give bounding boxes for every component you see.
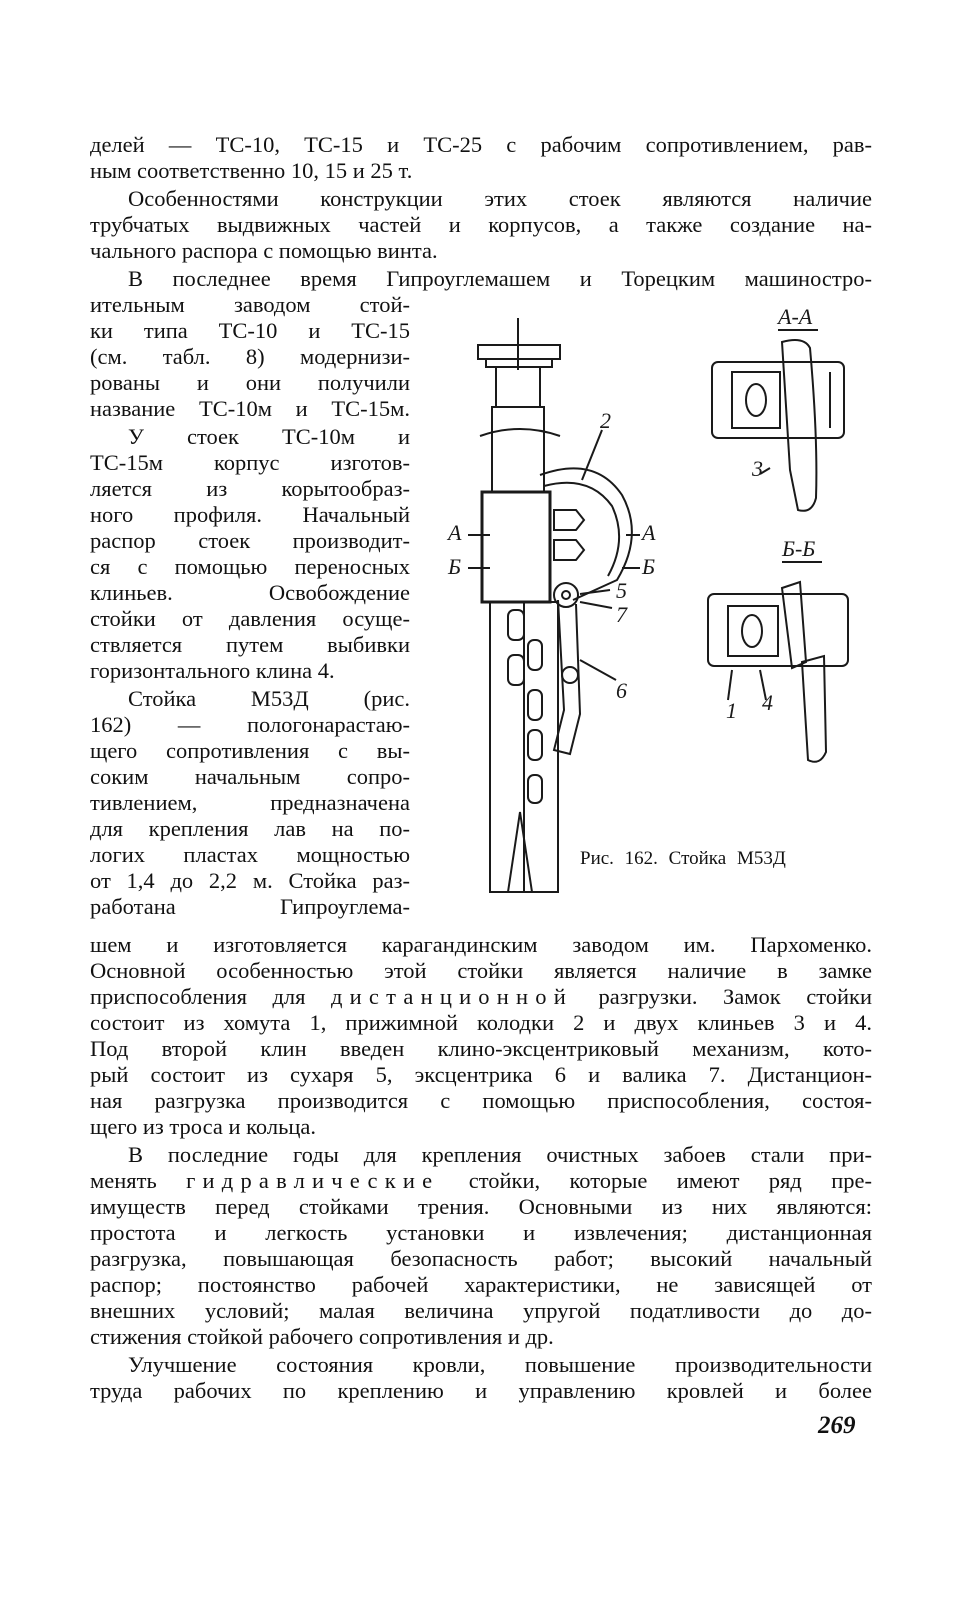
text-line: Особенностями конструкции этих стоек являются наличие <box>128 186 872 211</box>
text-line: Под второй клин введен клино-эксцентриковый механизм, кото- <box>90 1036 872 1061</box>
text-line: делей — ТС-10, ТС-15 и ТС-25 с рабочим сопротивлением, рав- <box>90 132 872 157</box>
text-line: соким начальным сопро- <box>90 764 410 789</box>
text-line <box>90 1168 872 1194</box>
callout-5: 5 <box>616 578 627 603</box>
text-line: работана Гипроуглема- <box>90 894 410 919</box>
section-mark-b-left: Б <box>448 554 461 579</box>
text-line: шем и изготовляется карагандинским заводом им. Пархоменко. <box>90 932 872 957</box>
text-line: тивлением, предназначена <box>90 790 410 815</box>
text-line: трубчатых выдвижных частей и корпусов, а также создание на- <box>90 212 872 237</box>
text-line: разгрузка, повышающая безопасность работ; высокий начальный <box>90 1246 872 1271</box>
text-line: щего из троса и кольца. <box>90 1114 316 1139</box>
text-line: состоит из хомута 1, прижимной колодки 2 и двух клиньев 3 и 4. <box>90 1010 872 1035</box>
section-aa-view <box>712 330 844 511</box>
text-line: стижения стойкой рабочего сопротивления и др. <box>90 1324 554 1349</box>
emphasized-term: гидравлические <box>186 1168 440 1193</box>
text-line: от 1,4 до 2,2 м. Стойка раз- <box>90 868 410 893</box>
figure-caption: Рис. 162. Стойка М53Д <box>580 848 786 869</box>
callout-7: 7 <box>616 602 627 627</box>
text-line: логих пластах мощностью <box>90 842 410 867</box>
text-span: приспособления для <box>90 984 306 1009</box>
text-line: ки типа ТС-10 и ТС-15 <box>90 318 410 343</box>
text-line: распор; постоянство рабочей характеристики, не зависящей от <box>90 1272 872 1297</box>
text-line: ного профиля. Начальный <box>90 502 410 527</box>
text-line: простота и легкость установки и извлечения; дистанционная <box>90 1220 872 1245</box>
section-bb-label: Б-Б <box>782 536 816 561</box>
text-line: ительным заводом стой- <box>90 292 410 317</box>
section-bb-view <box>708 562 848 762</box>
text-line: В последние годы для крепления очистных забоев стали при- <box>128 1142 872 1167</box>
text-line: ляется из корытообраз- <box>90 476 410 501</box>
callout-1: 1 <box>726 698 737 723</box>
text-line: горизонтального клина 4. <box>90 658 335 683</box>
text-line: щего сопротивления с вы- <box>90 738 410 763</box>
text-line: Улучшение состояния кровли, повышение производительности <box>128 1352 872 1377</box>
text-line: ся с помощью переносных <box>90 554 410 579</box>
section-mark-b-right: Б <box>642 554 655 579</box>
text-span: разгрузки. Замок стойки <box>598 984 873 1009</box>
text-line: рый состоит из сухаря 5, эксцентрика 6 и валика 7. Дистанцион- <box>90 1062 872 1087</box>
text-line: ствляется путем выбивки <box>90 632 410 657</box>
text-line: У стоек ТС-10м и <box>128 424 410 449</box>
text-line: ная разгрузка производится с помощью приспособления, состоя- <box>90 1088 872 1113</box>
text-line: Стойка М53Д (рис. <box>128 686 410 711</box>
text-line: чального распора с помощью винта. <box>90 238 438 263</box>
callout-2: 2 <box>600 408 611 433</box>
section-mark-a-right: А <box>642 520 656 545</box>
text-line: рованы и они получили <box>90 370 410 395</box>
section-mark-a-left: А <box>448 520 462 545</box>
text-line: для крепления лав на по- <box>90 816 410 841</box>
page-number: 269 <box>818 1412 856 1439</box>
text-line: стойки от давления осуще- <box>90 606 410 631</box>
text-line: В последнее время Гипроуглемашем и Торецким машиностро- <box>128 266 872 291</box>
text-line: ТС-15м корпус изготов- <box>90 450 410 475</box>
text-line: труда рабочих по креплению и управлению кровлей и более <box>90 1378 872 1403</box>
text-line: 162) — пологонарастаю- <box>90 712 410 737</box>
text-line: имуществ перед стойками трения. Основными из них являются: <box>90 1194 872 1219</box>
prop-main-view <box>468 318 640 892</box>
figure-162-prop-drawing <box>430 300 870 900</box>
text-line <box>90 984 872 1010</box>
text-line: внешних условий; малая величина упругой податливости до до- <box>90 1298 872 1323</box>
text-span: менять <box>90 1168 157 1193</box>
text-line: название ТС-10м и ТС-15м. <box>90 396 410 421</box>
emphasized-term: дистанционной <box>331 984 573 1009</box>
section-aa-label: А-А <box>778 304 813 329</box>
text-line: Основной особенностью этой стойки является наличие в замке <box>90 958 872 983</box>
callout-6: 6 <box>616 678 627 703</box>
text-line: распор стоек производит- <box>90 528 410 553</box>
text-line: (см. табл. 8) модернизи- <box>90 344 410 369</box>
text-line: клиньев. Освобождение <box>90 580 410 605</box>
callout-3: 3 <box>752 456 763 481</box>
callout-4: 4 <box>762 690 773 715</box>
text-span: стойки, которые имеют ряд пре- <box>468 1168 873 1193</box>
text-line: ным соответственно 10, 15 и 25 т. <box>90 158 413 183</box>
